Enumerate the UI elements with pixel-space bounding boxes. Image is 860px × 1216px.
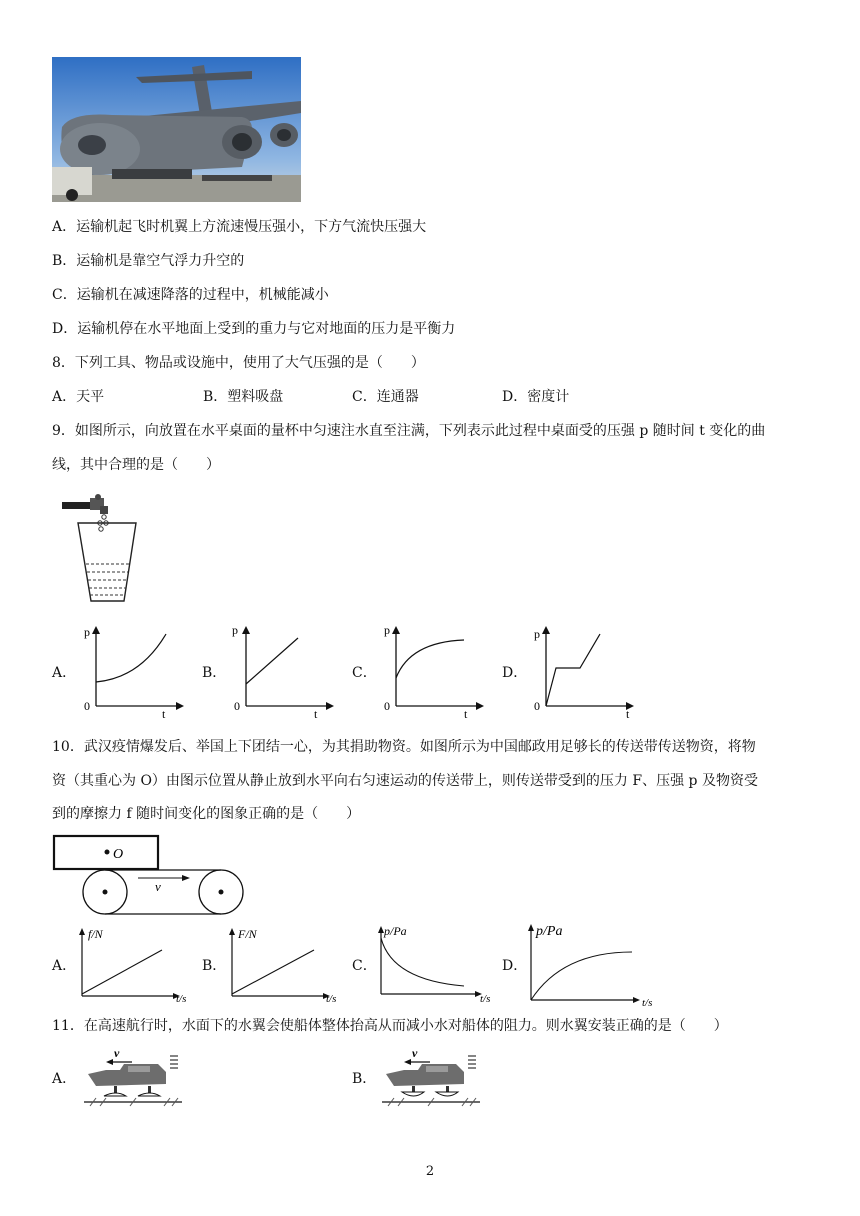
- q9-a-origin: 0: [84, 699, 90, 713]
- q10-c-y-label: p/Pa: [384, 924, 407, 938]
- q9-d-origin: 0: [534, 699, 540, 713]
- q9-a-y-label: p: [84, 625, 90, 639]
- measuring-cup-figure: [60, 494, 140, 606]
- q10-d-x-label: t/s: [642, 997, 653, 1008]
- q9-c-origin: 0: [384, 699, 390, 713]
- q9-option-b-label: B．: [202, 665, 227, 681]
- q9-graph-b: [230, 620, 340, 720]
- q9-b-y-label: p: [232, 623, 238, 637]
- q11-stem: 11．在高速航行时，水面下的水翼会使船体整体抬高从而减小水对船体的阻力。则水翼安装正确的是（ ）: [52, 1018, 728, 1034]
- q8-stem: 8．下列工具、物品或设施中，使用了大气压强的是（ ）: [52, 355, 425, 371]
- q10-d-y-label: p/Pa: [536, 924, 563, 939]
- q9-graph-c: [380, 620, 490, 720]
- q7-option-b: B．运输机是靠空气浮力升空的: [52, 253, 245, 269]
- q10-option-c-label: C．: [352, 958, 377, 974]
- belt-velocity-label: v: [155, 879, 161, 894]
- q9-option-a-label: A．: [52, 665, 77, 681]
- q8-option-d: D．密度计: [502, 389, 570, 405]
- q9-c-x-label: t: [464, 707, 468, 720]
- q11-hydrofoil-boat-a: [84, 1046, 182, 1110]
- q9-a-x-label: t: [162, 707, 166, 720]
- q9-option-d-label: D．: [502, 665, 528, 681]
- q10-a-y-label: f/N: [88, 927, 103, 941]
- q10-graph-b: [222, 922, 352, 1006]
- page-number: 2: [425, 1164, 435, 1179]
- q11-a-velocity-label: v: [114, 1046, 120, 1060]
- q10-option-a-label: A．: [52, 958, 77, 974]
- cargo-center-label: O: [113, 847, 124, 862]
- q11-option-a-label: A．: [52, 1071, 77, 1087]
- q10-a-x-label: t/s: [176, 993, 187, 1005]
- q10-graph-c: [372, 920, 502, 1006]
- q10-b-y-label: F/N: [238, 927, 257, 941]
- q9-stem-line1: 9．如图所示，向放置在水平桌面的量杯中匀速注水直至注满，下列表示此过程中桌面受的压强 p 随时间 t 变化的曲: [52, 423, 766, 439]
- q10-c-x-label: t/s: [480, 993, 491, 1005]
- transport-plane-photo: [52, 57, 301, 202]
- q7-option-a: A．运输机起飞时机翼上方流速慢压强小，下方气流快压强大: [52, 219, 427, 235]
- conveyor-belt-figure: [52, 834, 247, 920]
- q11-hydrofoil-boat-b: [382, 1046, 480, 1110]
- q10-option-d-label: D．: [502, 958, 528, 974]
- q11-option-b-label: B．: [352, 1071, 377, 1087]
- q10-graph-d: [522, 918, 662, 1008]
- q10-stem-line1: 10．武汉疫情爆发后、举国上下团结一心，为其捐助物资。如图所示为中国邮政用足够长的传送带传送物资，将物: [52, 739, 756, 755]
- q8-option-a: A．天平: [52, 389, 105, 405]
- q9-d-y-label: p: [534, 627, 540, 641]
- q9-option-c-label: C．: [352, 665, 377, 681]
- q9-stem-line2: 线，其中合理的是（ ）: [52, 457, 220, 473]
- q7-option-d: D．运输机停在水平地面上受到的重力与它对地面的压力是平衡力: [52, 321, 456, 337]
- q10-graph-a: [72, 922, 202, 1006]
- q9-c-y-label: p: [384, 623, 390, 637]
- q9-b-x-label: t: [314, 707, 318, 720]
- q8-option-b: B．塑料吸盘: [203, 389, 284, 405]
- q8-option-c: C．连通器: [352, 389, 419, 405]
- q9-b-origin: 0: [234, 699, 240, 713]
- transport-plane-illustration: [52, 57, 301, 202]
- q7-option-c: C．运输机在减速降落的过程中，机械能减小: [52, 287, 329, 303]
- q10-stem-line2: 资（其重心为 O）由图示位置从静止放到水平向右匀速运动的传送带上，则传送带受到的压力 F、压强 p 及物资受: [52, 773, 758, 789]
- q9-d-x-label: t: [626, 707, 630, 720]
- q9-graph-d: [530, 620, 640, 720]
- q10-stem-line3: 到的摩擦力 f 随时间变化的图象正确的是（ ）: [52, 806, 361, 822]
- q11-b-velocity-label: v: [412, 1046, 418, 1060]
- q10-b-x-label: t/s: [326, 993, 337, 1005]
- q9-graph-a: [80, 620, 190, 720]
- q10-option-b-label: B．: [202, 958, 227, 974]
